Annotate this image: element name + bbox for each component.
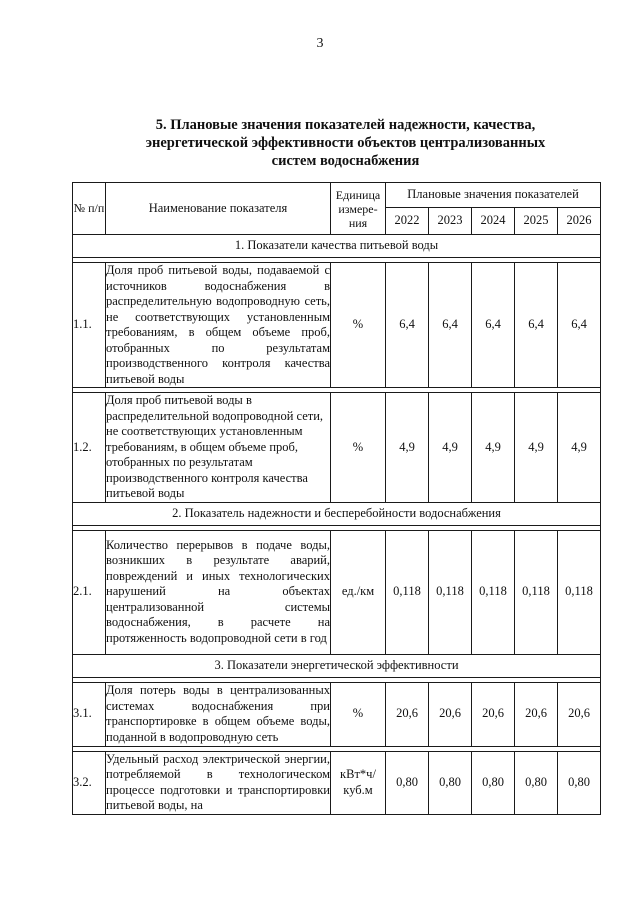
row-name: Количество перерывов в подаче воды, возникших в результате аварий, повреждений и иных технологических нарушений на объектах централизованной системы водоснабжения, в расчете на протяженность водопроводной сети в год <box>106 530 331 654</box>
section-title <box>118 116 573 170</box>
row-value: 20,6 <box>558 682 601 746</box>
row-value: 6,4 <box>386 263 429 388</box>
row-value: 20,6 <box>515 682 558 746</box>
group-header-row <box>73 235 601 258</box>
row-value: 6,4 <box>558 263 601 388</box>
section-title-line-2: энергетической эффективности объектов централизованных <box>145 135 546 151</box>
header-year: 2025 <box>515 208 558 235</box>
table-row <box>73 751 601 814</box>
row-value: 0,118 <box>558 530 601 654</box>
table-row <box>73 530 601 654</box>
row-unit: % <box>331 263 386 388</box>
row-num: 1.1. <box>73 263 106 388</box>
group-header-row <box>73 502 601 525</box>
group-title: 1. Показатели качества питьевой воды <box>73 235 601 258</box>
header-year: 2024 <box>472 208 515 235</box>
header-plan: Плановые значения показателей <box>386 183 601 208</box>
row-unit: % <box>331 393 386 503</box>
row-value: 0,80 <box>558 751 601 814</box>
row-num: 3.2. <box>73 751 106 814</box>
row-value: 0,118 <box>472 530 515 654</box>
row-value: 6,4 <box>515 263 558 388</box>
row-value: 0,118 <box>429 530 472 654</box>
row-value: 0,118 <box>515 530 558 654</box>
row-name: Доля потерь воды в централизованных системах водоснабжения при транспортировке в общем объеме воды, поданной в водопроводную сеть <box>106 682 331 746</box>
header-year: 2022 <box>386 208 429 235</box>
row-unit: кВт*ч/ куб.м <box>331 751 386 814</box>
row-num: 3.1. <box>73 682 106 746</box>
row-num: 1.2. <box>73 393 106 503</box>
header-num: № п/п <box>73 183 106 235</box>
row-name: Доля проб питьевой воды в распределительной водопроводной сети, не соответствующих установленным требованиям, в общем объеме проб, отобранных по результатам производственного контроля качества питьевой воды <box>106 393 331 503</box>
row-value: 4,9 <box>558 393 601 503</box>
header-year: 2023 <box>429 208 472 235</box>
table-row <box>73 393 601 503</box>
table-row <box>73 263 601 388</box>
header-row-1 <box>73 183 601 208</box>
indicators-table <box>72 182 601 815</box>
row-value: 20,6 <box>429 682 472 746</box>
row-value: 0,80 <box>515 751 558 814</box>
row-value: 0,80 <box>472 751 515 814</box>
row-value: 4,9 <box>429 393 472 503</box>
row-value: 6,4 <box>472 263 515 388</box>
row-value: 6,4 <box>429 263 472 388</box>
row-value: 20,6 <box>386 682 429 746</box>
row-value: 4,9 <box>515 393 558 503</box>
section-title-line-1: 5. Плановые значения показателей надежности, качества, <box>155 117 536 133</box>
row-value: 0,80 <box>386 751 429 814</box>
row-name: Доля проб питьевой воды, подаваемой с источников водоснабжения в распределительную водопроводную сеть, не соответствующих установленным требованиям, в общем объеме проб, отобранных по результатам производственного контроля качества питьевой воды <box>106 263 330 386</box>
header-name: Наименование показателя <box>106 183 331 235</box>
section-title-line-3: систем водоснабжения <box>271 153 420 169</box>
row-name: Удельный расход электрической энергии, потребляемой в технологическом процессе подготовки и транспортировки питьевой воды, на <box>106 751 330 812</box>
row-unit: ед./км <box>331 530 386 654</box>
row-num: 2.1. <box>73 530 106 654</box>
header-year: 2026 <box>558 208 601 235</box>
header-unit: Единица измере-ния <box>331 183 386 235</box>
row-value: 0,80 <box>429 751 472 814</box>
row-value: 20,6 <box>472 682 515 746</box>
row-value: 4,9 <box>386 393 429 503</box>
row-value: 4,9 <box>472 393 515 503</box>
page-number: 3 <box>316 36 324 51</box>
table-row <box>73 682 601 746</box>
group-title: 3. Показатели энергетической эффективности <box>73 654 601 677</box>
group-header-row <box>73 654 601 677</box>
row-unit: % <box>331 682 386 746</box>
row-value: 0,118 <box>386 530 429 654</box>
group-title: 2. Показатель надежности и бесперебойности водоснабжения <box>73 502 601 525</box>
